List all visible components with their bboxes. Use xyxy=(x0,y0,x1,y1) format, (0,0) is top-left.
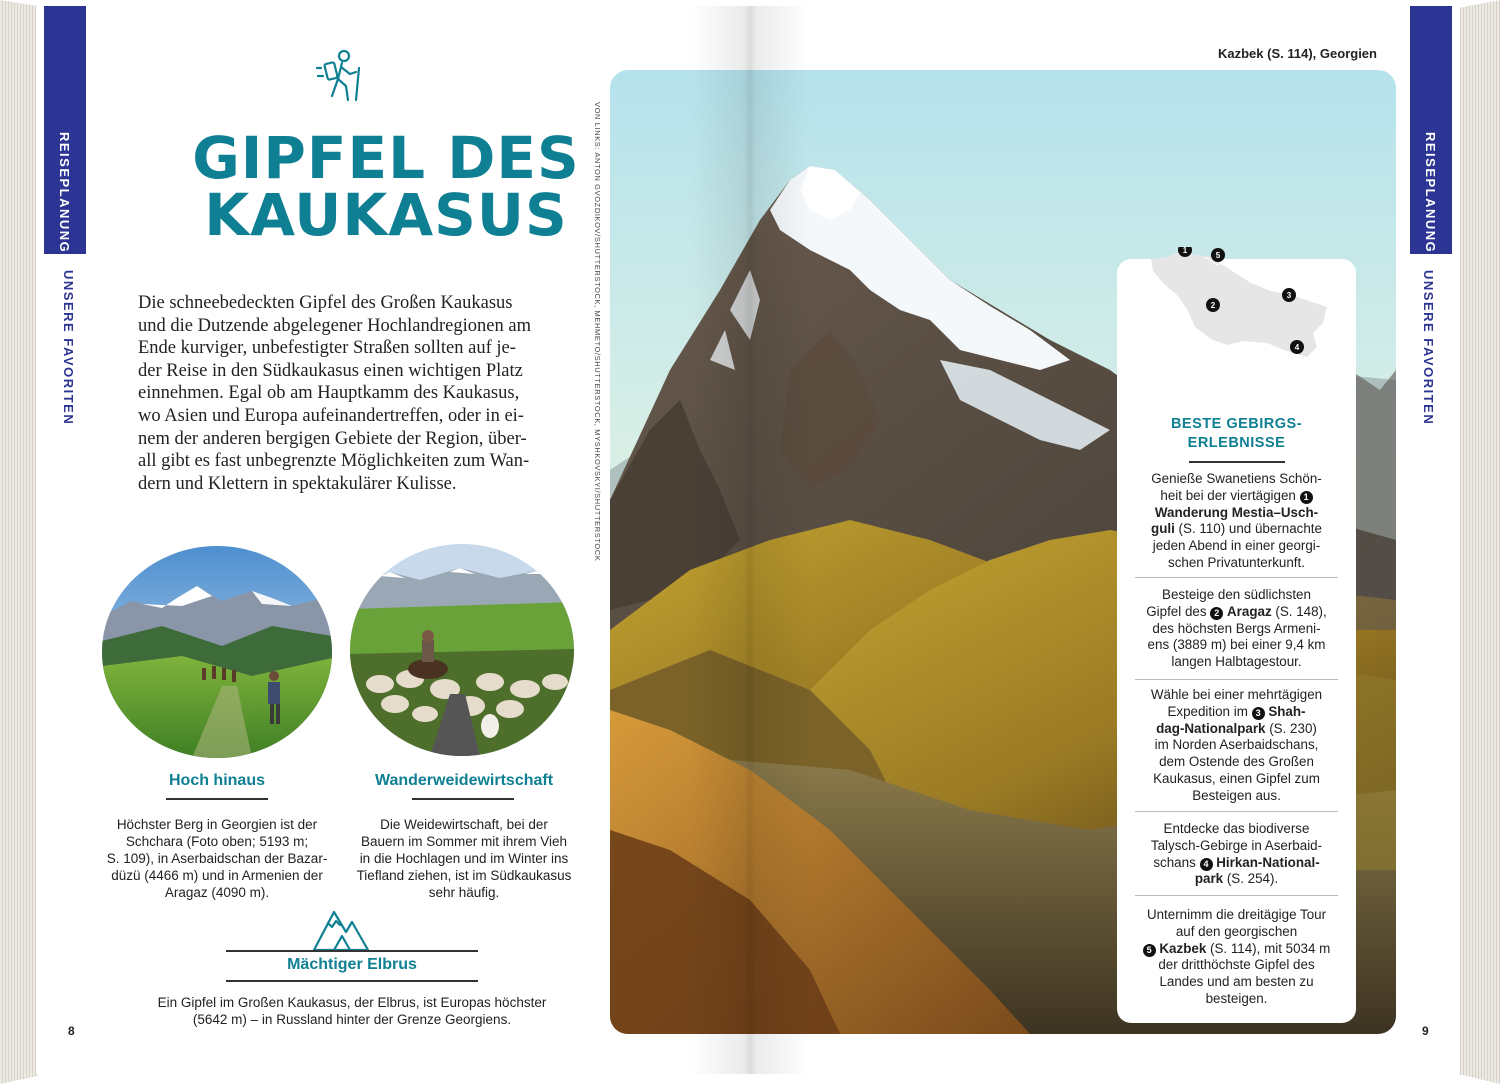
number-marker-icon: 5 xyxy=(1143,944,1156,957)
intro-line: und die Dutzende abgelegener Hochlandregionen am xyxy=(138,315,531,336)
feature-line: Ein Gipfel im Großen Kaukasus, der Elbrus, ist Europas höchster xyxy=(157,995,547,1010)
feature-divider xyxy=(166,798,268,800)
number-marker-icon: 1 xyxy=(1300,491,1313,504)
feature-line: Tiefland ziehen, ist im Südkaukasus xyxy=(356,868,572,883)
feature-line: sehr häufig. xyxy=(428,885,500,900)
side-tab-subsection-label: UNSERE FAVORITEN xyxy=(61,270,76,426)
feature-line: Die Weidewirtschaft, bei der xyxy=(380,817,548,832)
feature-text-hoch-hinaus xyxy=(96,816,338,901)
title-line-2: KAUKASUS xyxy=(204,181,568,249)
number-marker-icon: 2 xyxy=(1210,607,1223,620)
card-title-line-1: BESTE GEBIRGS- xyxy=(1170,416,1303,432)
intro-line: dern und Klettern in spektakulärer Kulisse. xyxy=(138,473,457,494)
card-title-divider xyxy=(1189,461,1285,463)
side-tab-section-right xyxy=(1410,6,1452,254)
info-card xyxy=(1117,247,1356,1023)
page-number-right: 9 xyxy=(1422,1024,1429,1038)
card-item-divider xyxy=(1135,679,1338,680)
card-item-place: Aragaz xyxy=(1227,603,1272,619)
feature-line: Höchster Berg in Georgien ist der xyxy=(116,817,318,832)
mountain-icon xyxy=(312,906,370,952)
card-item-2: Besteige den südlichsten Gipfel des 2 Aragaz (S. 148), des höchsten Bergs Armeni- ens (3889 m) bei einer 9,4 km langen Halbtagestour. xyxy=(1146,587,1327,670)
page-title xyxy=(176,124,596,249)
card-title xyxy=(1117,415,1356,453)
feature-text-wanderweidewirtschaft xyxy=(344,816,584,901)
intro-line: Ende kurviger, unbefestigter Straßen sollten auf je- xyxy=(138,338,516,359)
page-number-left: 8 xyxy=(68,1024,75,1038)
elbrus-top-divider xyxy=(226,950,478,952)
intro-line: der Reise in den Südkaukasus einen wichtigen Platz xyxy=(138,360,523,381)
side-tab-subsection-label-right: UNSERE FAVORITEN xyxy=(1421,270,1436,426)
feature-line: S. 109), in Aserbaidschan der Bazar- xyxy=(106,851,328,866)
feature-line: Bauern im Sommer mit ihrem Vieh xyxy=(360,834,568,849)
feature-line: Aragaz (4090 m). xyxy=(164,885,270,900)
page-edges-left xyxy=(0,0,38,1084)
feature-line: düzü (4466 m) und in Armenien der xyxy=(111,868,323,883)
side-tab-section-label: REISEPLANUNG xyxy=(57,132,72,254)
card-item-3: Wähle bei einer mehrtägigen Expedition im 3 Shah- dag-Nationalpark (S. 230) im Norden Aserbaidschans, dem Ostende des Großen Kaukasus, einen Gipfel zum Besteigen aus. xyxy=(1150,687,1323,803)
map-marker: 2 xyxy=(1210,301,1216,310)
caucasus-map-icon xyxy=(1147,247,1331,365)
photo-caption xyxy=(1218,46,1377,61)
map-marker: 4 xyxy=(1294,343,1300,352)
card-item-divider xyxy=(1135,577,1338,578)
card-item-5: Unternimm die dreitägige Tour auf den georgischen 5 Kazbek (S. 114), mit 5034 m der dritthöchste Gipfel des Landes und am besten zu besteigen. xyxy=(1131,907,1342,1008)
card-item-place: Kazbek xyxy=(1159,940,1207,956)
map-marker: 1 xyxy=(1182,247,1188,255)
map-marker: 3 xyxy=(1286,291,1292,300)
card-item-place: Wanderung Mestia–Usch- guli xyxy=(1151,504,1319,537)
intro-line: nem der anderen bergigen Gebiete der Region, über- xyxy=(138,428,527,449)
title-line-1: GIPFEL DES xyxy=(192,124,580,192)
feature-line: (5642 m) – in Russland hinter der Grenze Georgiens. xyxy=(192,1012,512,1027)
card-item-1: Genieße Swanetiens Schön- heit bei der viertägigen 1 Wanderung Mestia–Usch- guli (S. 110) und übernachte jeden Abend in einer georgi- schen Privatunterkunft. xyxy=(1151,471,1322,570)
shepherd-photo xyxy=(350,544,574,756)
map-marker: 5 xyxy=(1215,251,1221,260)
photo-credit: VON LINKS: ANTON GVOZDIKOV/SHUTTERSTOCK, MEHMETO/SHUTTERSTOCK, MYSHKOVSKYI/SHUTTERSTOCK xyxy=(593,102,602,562)
number-marker-icon: 4 xyxy=(1200,858,1213,871)
feature-line: Schchara (Foto oben; 5193 m; xyxy=(125,834,309,849)
feature-heading-hoch-hinaus: Hoch hinaus xyxy=(168,772,265,789)
feature-divider xyxy=(412,798,514,800)
elbrus-bottom-divider xyxy=(226,980,478,982)
card-title-line-2: ERLEBNISSE xyxy=(1187,435,1286,451)
hikers-photo xyxy=(102,546,332,758)
card-item-divider xyxy=(1135,811,1338,812)
photo-caption-ref: (S. 114), Georgien xyxy=(1267,46,1377,61)
feature-heading-wanderweidewirtschaft: Wanderweidewirtschaft xyxy=(374,772,554,789)
intro-line: all gibt es fast unbegrenzte Möglichkeiten zum Wan- xyxy=(138,451,530,472)
photo-caption-place: Kazbek xyxy=(1218,46,1264,61)
number-marker-icon: 3 xyxy=(1252,707,1265,720)
side-tab-section-label-right: REISEPLANUNG xyxy=(1423,132,1438,254)
page-edges-right xyxy=(1458,0,1500,1084)
intro-line: Die schneebedeckten Gipfel des Großen Kaukasus xyxy=(138,293,513,313)
card-item-4: Entdecke das biodiverse Talysch-Gebirge in Aserbaid- schans 4 Hirkan-National- park (S. 254). xyxy=(1150,821,1323,887)
intro-paragraph xyxy=(138,292,612,495)
hiker-icon xyxy=(312,46,370,104)
feature-text-elbrus xyxy=(136,994,568,1028)
card-item-divider xyxy=(1135,895,1338,896)
card-item-place: Shah- dag-Nationalpark xyxy=(1156,703,1306,736)
intro-line: einnehmen. Egal ob am Hauptkamm des Kaukasus, xyxy=(138,383,520,404)
side-tab-section xyxy=(44,6,86,254)
feature-heading-elbrus: Mächtiger Elbrus xyxy=(287,956,417,973)
intro-line: wo Asien und Europa aufeinandertreffen, oder in ei- xyxy=(138,405,524,426)
card-item-place: Hirkan-National- park xyxy=(1194,854,1320,887)
feature-line: in die Hochlagen und im Winter ins xyxy=(359,851,569,866)
